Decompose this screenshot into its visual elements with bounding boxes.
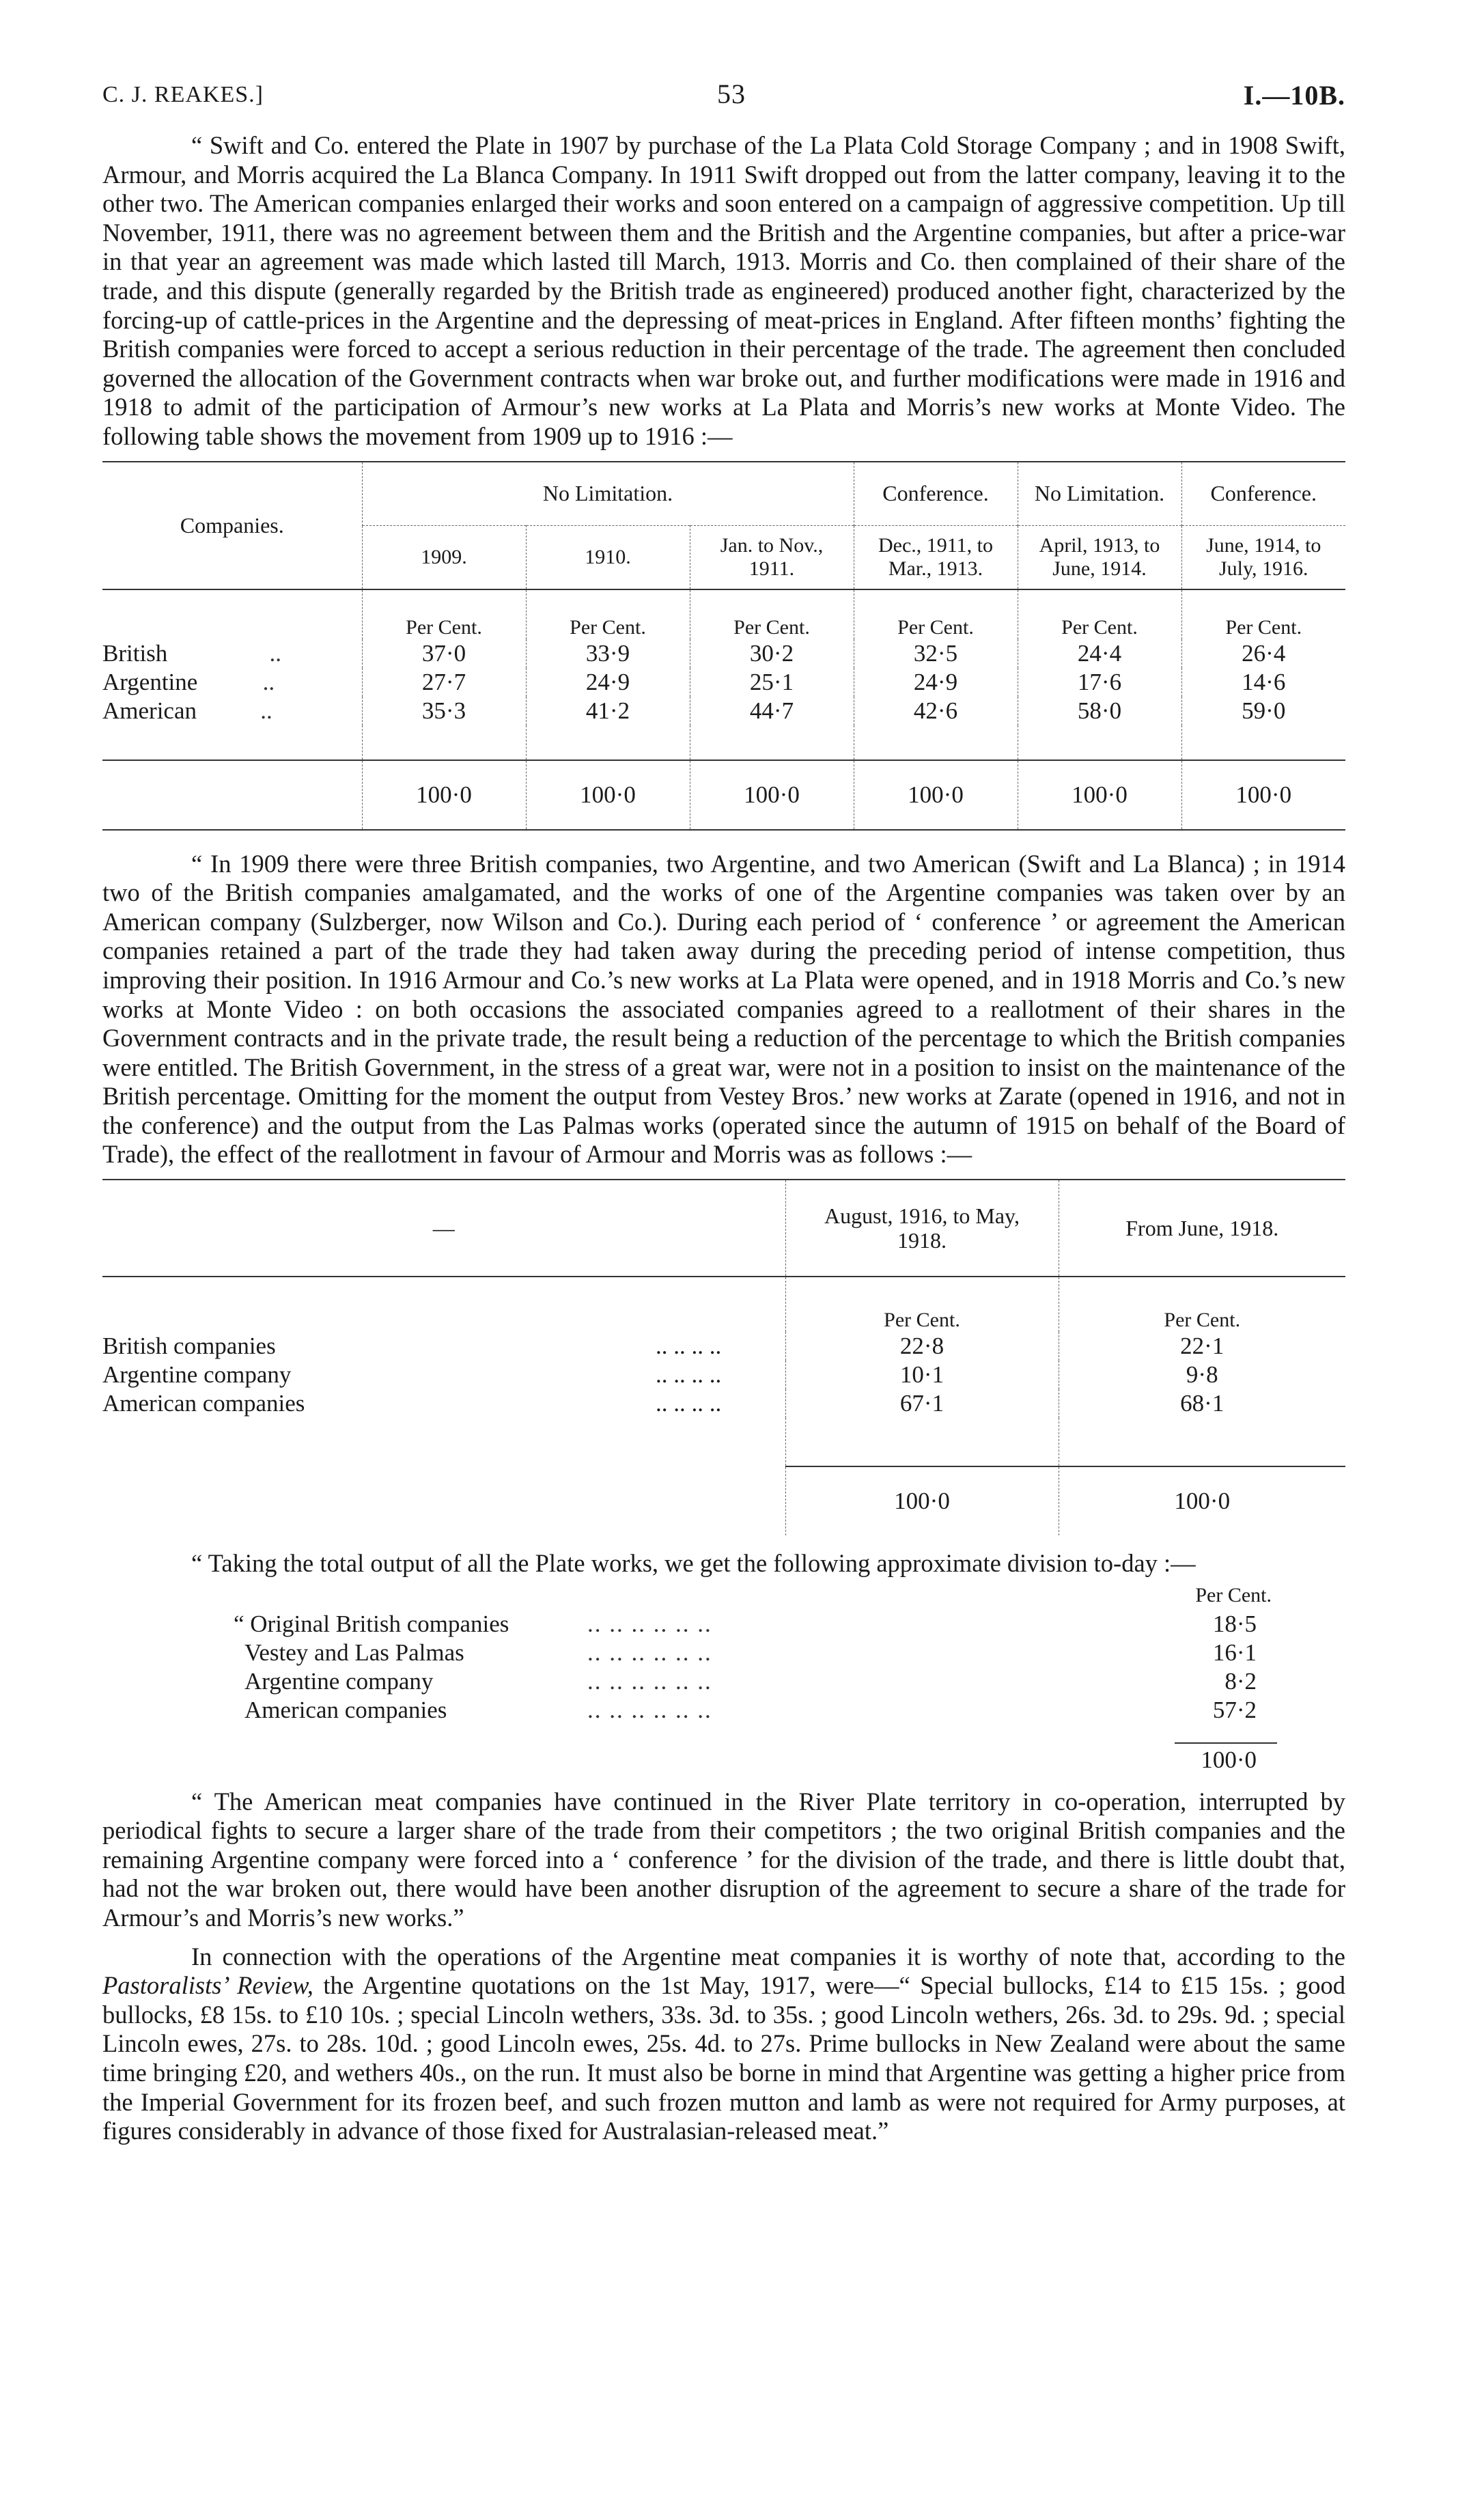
table-cell: 22·1 xyxy=(1059,1332,1345,1361)
unit-label: Per Cent. xyxy=(785,1277,1059,1332)
row-label: American companies xyxy=(102,1390,305,1417)
table-cell: 32·5 xyxy=(854,639,1018,668)
division-total: 100·0 xyxy=(1201,1746,1257,1773)
row-label: British xyxy=(102,639,168,667)
unit-label: Per Cent. xyxy=(854,589,1018,639)
table-cell: 14·6 xyxy=(1181,668,1345,697)
document-reference: I.—10B. xyxy=(1243,80,1345,111)
table-cell: 24·9 xyxy=(854,668,1018,697)
list-item-value: 57·2 xyxy=(1212,1696,1257,1723)
list-item-value: 8·2 xyxy=(1224,1667,1257,1695)
table-cell: 25·1 xyxy=(690,668,854,697)
period-header: April, 1913, to June, 1914. xyxy=(1018,525,1181,589)
group-header-conference-2: Conference. xyxy=(1181,462,1345,526)
total-cell: 100·0 xyxy=(1059,1466,1345,1535)
list-item-value: 16·1 xyxy=(1212,1639,1257,1666)
table-row: American companies .. .. .. .. 67·1 68·1 xyxy=(102,1389,1345,1418)
paragraph-argentine-quotations: In connection with the operations of the Argentine meat companies it is worthy of note that, according to the Pastoralists’ Review, the Argentine quotations on the 1st May, 1917, were—“ Special bullocks, £14 to £15 15s. ; good bullocks, £8 15s. to £10 10s. ; special Lincoln wethers, 33s. 3d. to 35s. ; good Lincoln wethers, 26s. 3d. to 29s. 9d. ; special Lincoln ewes, 27s. to 28s. 10d. ; good Lincoln ewes, 25s. 4d. to 27s. Prime bullocks in New Zealand were about the same time bringing £20, and wethers 40s., on the run. It must also be borne in mind that Argentine was getting a higher price from the Imperial Government for its frozen beef, and such frozen mutton and lamb as were not required for Army purposes, at figures considerably in advance of those fixed for Australasian-released meat.” xyxy=(102,1942,1345,2145)
total-cell: 100·0 xyxy=(526,760,690,830)
row-label: American xyxy=(102,697,197,724)
table-cell: 22·8 xyxy=(785,1332,1059,1361)
total-cell: 100·0 xyxy=(690,760,854,830)
table-cell: 10·1 xyxy=(785,1361,1059,1389)
row-label: Argentine company xyxy=(102,1361,292,1389)
list-item: “ Original British companies .. .. .. .. .. .. 18·5 xyxy=(234,1610,1257,1637)
table-cell: 67·1 xyxy=(785,1389,1059,1418)
table-cell: 30·2 xyxy=(690,639,854,668)
table-cell: 41·2 xyxy=(526,697,690,725)
table-cell: 33·9 xyxy=(526,639,690,668)
paragraph-american-companies: “ The American meat companies have continued in the River Plate territory in co-operation, interrupted by periodical fights to secure a larger share of the trade from their competitors ; the two original British companies and the remaining Argentine company were forced into a ‘ conference ’ for the division of the trade, and there is little doubt that, had not the war broken out, there would have been another disruption of the agreement to secure a share of the trade for Armour’s and Morris’s new works.” xyxy=(102,1787,1345,1932)
table-cell: 59·0 xyxy=(1181,697,1345,725)
reallotment-table xyxy=(102,1179,1345,1535)
table-cell: 27·7 xyxy=(362,668,526,697)
table-cell: 17·6 xyxy=(1018,668,1181,697)
page xyxy=(102,75,1345,2146)
total-cell: 100·0 xyxy=(854,760,1018,830)
total-cell: 100·0 xyxy=(362,760,526,830)
publication-title: Pastoralists’ Review, xyxy=(102,1971,313,2000)
row-label: British companies xyxy=(102,1333,276,1360)
unit-label: Per Cent. xyxy=(526,589,690,639)
unit-label: Per Cent. xyxy=(1195,1583,1272,1606)
table-cell: 44·7 xyxy=(690,697,854,725)
list-item-name: “ Original British companies xyxy=(234,1610,509,1637)
total-cell: 100·0 xyxy=(785,1466,1059,1535)
period-header: Jan. to Nov., 1911. xyxy=(690,525,854,589)
list-item-name: Vestey and Las Palmas xyxy=(244,1639,464,1666)
table-cell: 24·9 xyxy=(526,668,690,697)
row-label: Argentine xyxy=(102,668,198,695)
group-header-conference-1: Conference. xyxy=(854,462,1018,526)
period-header: June, 1914, to July, 1916. xyxy=(1181,525,1345,589)
total-row xyxy=(102,760,1345,830)
companies-header: Companies. xyxy=(102,462,362,589)
table-cell: 24·4 xyxy=(1018,639,1181,668)
table-cell: 9·8 xyxy=(1059,1361,1345,1389)
table-cell: 35·3 xyxy=(362,697,526,725)
group-header-no-limitation-2: No Limitation. xyxy=(1018,462,1181,526)
running-header xyxy=(102,75,1345,116)
table-row: Argentine .. 27·7 24·9 25·1 24·9 17·6 14·6 xyxy=(102,668,1345,697)
unit-label: Per Cent. xyxy=(1059,1277,1345,1332)
unit-label: Per Cent. xyxy=(362,589,526,639)
header-author: C. J. REAKES.] xyxy=(102,82,264,107)
page-number: 53 xyxy=(717,79,746,109)
list-item: American companies .. .. .. .. .. .. 57·2 xyxy=(244,1696,1257,1723)
table-cell: 42·6 xyxy=(854,697,1018,725)
period-header: 1909. xyxy=(362,525,526,589)
plate-division-list xyxy=(102,1581,1345,1777)
table-cell: 68·1 xyxy=(1059,1389,1345,1418)
group-header-no-limitation-1: No Limitation. xyxy=(362,462,854,526)
list-item-value: 18·5 xyxy=(1212,1610,1257,1637)
total-row xyxy=(102,1466,1345,1535)
unit-label: Per Cent. xyxy=(1018,589,1181,639)
table-cell: 26·4 xyxy=(1181,639,1345,668)
unit-label: Per Cent. xyxy=(1181,589,1345,639)
column-header-1916-1918: August, 1916, to May, 1918. xyxy=(785,1180,1059,1277)
column-header-from-june-1918: From June, 1918. xyxy=(1059,1180,1345,1277)
table-cell: 37·0 xyxy=(362,639,526,668)
table-row: Argentine company .. .. .. .. 10·1 9·8 xyxy=(102,1361,1345,1389)
paragraph-swift-history: “ Swift and Co. entered the Plate in 1907 by purchase of the La Plata Cold Storage Company ; and in 1908 Swift, Armour, and Morris acquired the La Blanca Company. In 1911 Swift dropped out from the latter company, leaving it to the other two. The American companies enlarged their works and soon entered on a campaign of aggressive competition. Up till November, 1911, there was no agreement between them and the British and the Argentine companies, but after a price-war in that year an agreement was made which lasted till March, 1913. Morris and Co. then complained of their share of the trade, and this dispute (generally regarded by the British trade as engineered) produced another fight, characterized by the forcing-up of cattle-prices in the Argentine and the depressing of meat-prices in England. After fifteen months’ fighting the British companies were forced to accept a serious reduction in their percentage of the trade. The agreement then concluded governed the allocation of the Government contracts when war broke out, and further modifications were made in 1916 and 1918 to admit of the participation of Armour’s new works at La Plata and Morris’s new works at Monte Video. The following table shows the movement from 1909 up to 1916 :— xyxy=(102,131,1345,450)
list-item: Vestey and Las Palmas .. .. .. .. .. .. 16·1 xyxy=(244,1639,1257,1666)
stub-header: — xyxy=(432,1216,455,1241)
total-cell: 100·0 xyxy=(1181,760,1345,830)
table-row: British .. 37·0 33·9 30·2 32·5 24·4 26·4 xyxy=(102,639,1345,668)
list-item: Argentine company .. .. .. .. .. .. 8·2 xyxy=(244,1667,1257,1695)
list-item-name: Argentine company xyxy=(244,1667,434,1695)
period-header: Dec., 1911, to Mar., 1913. xyxy=(854,525,1018,589)
unit-label: Per Cent. xyxy=(690,589,854,639)
table-row: British companies .. .. .. .. 22·8 22·1 xyxy=(102,1332,1345,1361)
total-cell: 100·0 xyxy=(1018,760,1181,830)
paragraph-plate-division: “ Taking the total output of all the Plate works, we get the following approximate division to-day :— xyxy=(191,1549,1196,1578)
period-header: 1910. xyxy=(526,525,690,589)
list-item-name: American companies xyxy=(244,1696,447,1723)
table-cell: 58·0 xyxy=(1018,697,1181,725)
paragraph-reallotment: “ In 1909 there were three British companies, two Argentine, and two American (Swift and La Blanca) ; in 1914 two of the British companies amalgamated, and the works of one of the Argentine companies was taken over by an American company (Sulzberger, now Wilson and Co.). During each period of ‘ conference ’ or agreement the American companies retained a part of the trade they had taken away during the preceding period of intense competition, thus improving their position. In 1916 Armour and Co.’s new works at La Plata were opened, and in 1918 Morris and Co.’s new works at Monte Video : on both occasions the associated companies agreed to a reallotment of their shares in the Government contracts and in the private trade, the result being a reduction of the percentage to which the British companies were entitled. The British Government, in the stress of a great war, were not in a position to insist on the maintenance of the British percentage. Omitting for the moment the output from Vestey Bros.’ new works at Zarate (opened in 1916, and not in the conference) and the output from the Las Palmas works (operated since the autumn of 1915 on behalf of the Board of Trade), the effect of the reallotment in favour of Armour and Morris was as follows :— xyxy=(102,849,1345,1169)
market-share-table-1909-1916 xyxy=(102,461,1345,831)
table-row: American .. 35·3 41·2 44·7 42·6 58·0 59·0 xyxy=(102,697,1345,725)
